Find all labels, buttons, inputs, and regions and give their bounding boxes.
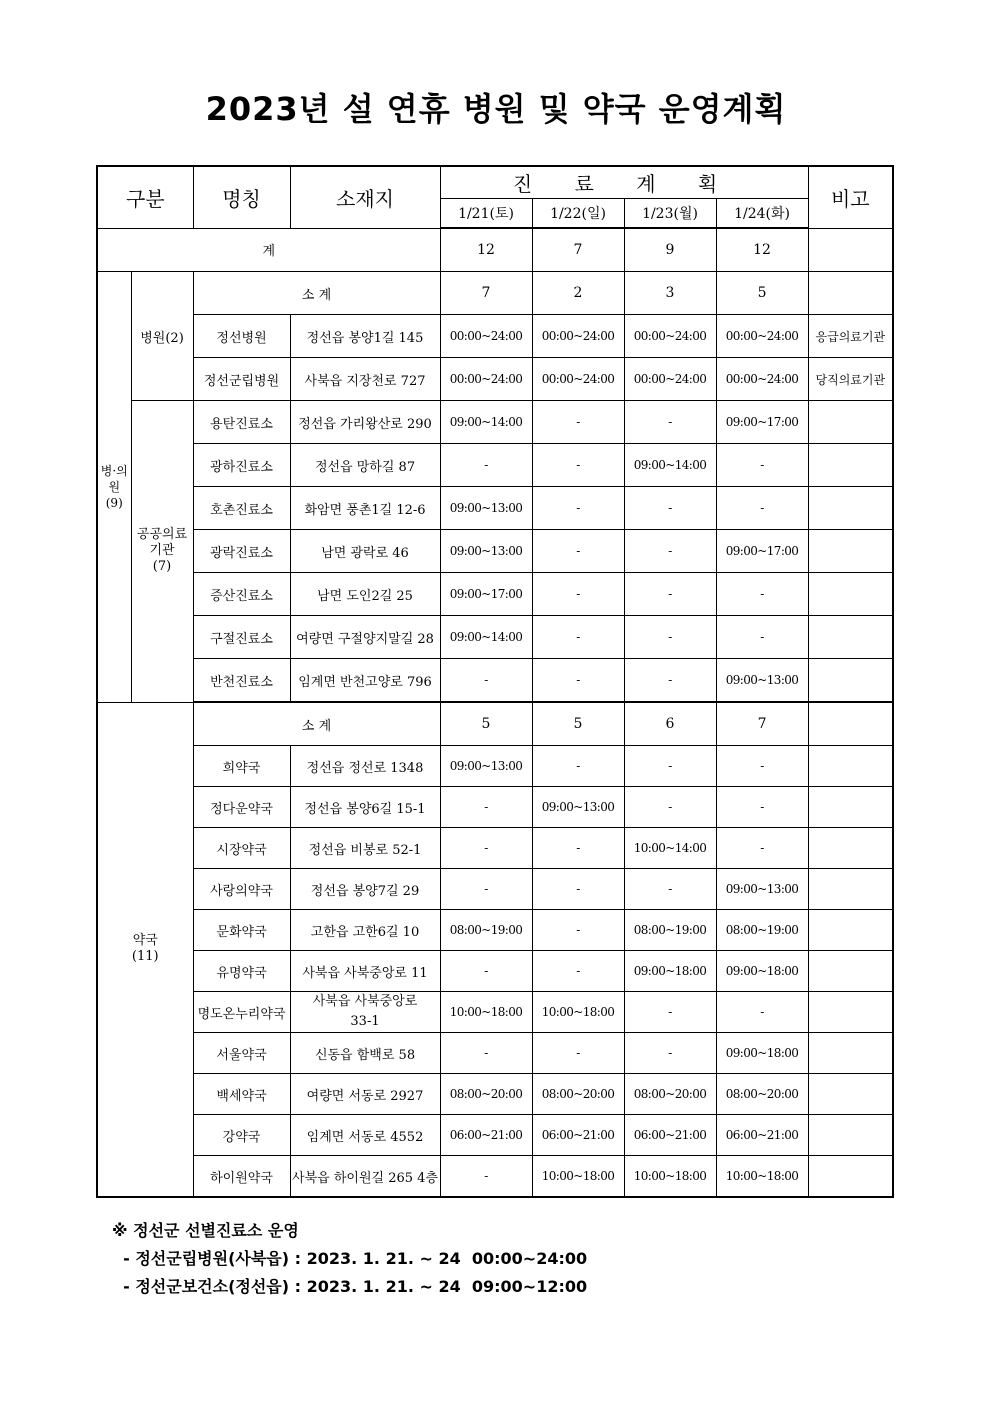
remark-cell (808, 272, 893, 315)
subtotal-value: 7 (716, 702, 808, 746)
facility-name: 증산진료소 (193, 573, 290, 616)
schedule-time: - (716, 444, 808, 487)
schedule-time: - (716, 787, 808, 828)
remark-cell (808, 1115, 893, 1156)
schedule-time: 09:00~13:00 (440, 487, 532, 530)
schedule-time: - (624, 573, 716, 616)
schedule-time: 08:00~19:00 (716, 910, 808, 951)
facility-address: 신동읍 함백로 58 (290, 1033, 440, 1074)
facility-address: 정선읍 봉양1길 145 (290, 315, 440, 358)
remark-cell (808, 530, 893, 573)
schedule-time: - (716, 746, 808, 787)
schedule-time: 09:00~13:00 (532, 787, 624, 828)
schedule-time: - (532, 869, 624, 910)
remark-cell (808, 1074, 893, 1115)
schedule-time: - (532, 746, 624, 787)
remark-cell (808, 659, 893, 703)
schedule-time: 00:00~24:00 (532, 315, 624, 358)
schedule-time: - (624, 787, 716, 828)
header-location: 소재지 (290, 166, 440, 228)
schedule-time: - (532, 828, 624, 869)
schedule-time: 00:00~24:00 (440, 358, 532, 401)
facility-address: 정선읍 봉양6길 15-1 (290, 787, 440, 828)
schedule-time: - (624, 1033, 716, 1074)
total-value: 12 (440, 228, 532, 272)
schedule-time: - (440, 444, 532, 487)
facility-name: 백세약국 (193, 1074, 290, 1115)
remark-cell (808, 487, 893, 530)
remark-cell (808, 616, 893, 659)
facility-name: 문화약국 (193, 910, 290, 951)
schedule-time: 06:00~21:00 (532, 1115, 624, 1156)
facility-address: 임계면 서동로 4552 (290, 1115, 440, 1156)
schedule-time: 09:00~18:00 (716, 951, 808, 992)
schedule-time: - (532, 910, 624, 951)
subtotal-value: 5 (532, 702, 624, 746)
facility-name: 유명약국 (193, 951, 290, 992)
subtotal-value: 2 (532, 272, 624, 315)
facility-remark: 당직의료기관 (808, 358, 893, 401)
facility-address: 정선읍 정선로 1348 (290, 746, 440, 787)
schedule-time: 09:00~13:00 (716, 659, 808, 703)
schedule-time: - (532, 573, 624, 616)
facility-name: 반천진료소 (193, 659, 290, 703)
schedule-time: 09:00~17:00 (716, 401, 808, 444)
subtotal-value: 3 (624, 272, 716, 315)
header-name: 명칭 (193, 166, 290, 228)
schedule-time: 09:00~13:00 (440, 530, 532, 573)
schedule-time: 06:00~21:00 (440, 1115, 532, 1156)
schedule-time: 09:00~14:00 (624, 444, 716, 487)
header-date: 1/23(월) (624, 199, 716, 229)
subtotal-value: 7 (440, 272, 532, 315)
note-line: - 정선군보건소(정선읍) : 2023. 1. 21. ~ 24 09:00~12:00 (112, 1277, 588, 1296)
header-remarks: 비고 (808, 166, 893, 228)
schedule-time: - (532, 487, 624, 530)
schedule-time: - (624, 530, 716, 573)
schedule-time: 00:00~24:00 (716, 315, 808, 358)
schedule-time: 06:00~21:00 (716, 1115, 808, 1156)
facility-name: 용탄진료소 (193, 401, 290, 444)
schedule-time: - (716, 616, 808, 659)
remark-cell (808, 228, 893, 272)
schedule-time: - (624, 992, 716, 1033)
schedule-time: 08:00~19:00 (440, 910, 532, 951)
schedule-time: 10:00~14:00 (624, 828, 716, 869)
remark-cell (808, 573, 893, 616)
subtotal-label: 소 계 (193, 272, 440, 315)
header-date: 1/22(일) (532, 199, 624, 229)
remark-cell (808, 787, 893, 828)
schedule-time: 08:00~20:00 (440, 1074, 532, 1115)
note-heading: ※ 정선군 선별진료소 운영 (112, 1221, 299, 1240)
schedule-time: 09:00~13:00 (440, 746, 532, 787)
remark-cell (808, 401, 893, 444)
schedule-time: - (716, 992, 808, 1033)
remark-cell (808, 702, 893, 746)
schedule-time: - (716, 487, 808, 530)
remark-cell (808, 992, 893, 1033)
schedule-time: - (440, 787, 532, 828)
facility-address: 정선읍 가리왕산로 290 (290, 401, 440, 444)
facility-name: 정선군립병원 (193, 358, 290, 401)
facility-name: 구절진료소 (193, 616, 290, 659)
facility-address: 남면 도인2길 25 (290, 573, 440, 616)
facility-name: 서울약국 (193, 1033, 290, 1074)
schedule-time: 09:00~14:00 (440, 401, 532, 444)
schedule-time: - (532, 444, 624, 487)
facility-name: 명도온누리약국 (193, 992, 290, 1033)
facility-name: 호촌진료소 (193, 487, 290, 530)
schedule-time: - (532, 530, 624, 573)
schedule-time: 09:00~14:00 (440, 616, 532, 659)
remark-cell (808, 1156, 893, 1198)
facility-name: 광락진료소 (193, 530, 290, 573)
facility-address: 남면 광락로 46 (290, 530, 440, 573)
schedule-time: - (440, 1033, 532, 1074)
schedule-time: - (532, 951, 624, 992)
schedule-time: - (624, 616, 716, 659)
facility-address: 화암면 풍촌1길 12-6 (290, 487, 440, 530)
total-value: 7 (532, 228, 624, 272)
remark-cell (808, 951, 893, 992)
schedule-time: - (624, 487, 716, 530)
schedule-time: - (532, 401, 624, 444)
facility-address: 고한읍 고한6길 10 (290, 910, 440, 951)
operation-plan-table (96, 165, 894, 1198)
schedule-time: - (440, 659, 532, 703)
facility-address: 사북읍 하이원길 265 4층 (290, 1156, 440, 1198)
remark-cell (808, 1033, 893, 1074)
schedule-time: 06:00~21:00 (624, 1115, 716, 1156)
notes (112, 1217, 587, 1301)
header-category: 구분 (97, 166, 193, 228)
remark-cell (808, 444, 893, 487)
schedule-time: 10:00~18:00 (532, 992, 624, 1033)
schedule-time: - (716, 573, 808, 616)
schedule-time: 09:00~17:00 (440, 573, 532, 616)
schedule-time: - (624, 746, 716, 787)
header-date: 1/24(화) (716, 199, 808, 229)
group-hospital: 병원(2) (131, 272, 193, 401)
facility-name: 시장약국 (193, 828, 290, 869)
subtotal-value: 6 (624, 702, 716, 746)
schedule-time: 08:00~19:00 (624, 910, 716, 951)
remark-cell (808, 910, 893, 951)
schedule-time: 08:00~20:00 (716, 1074, 808, 1115)
schedule-time: 10:00~18:00 (716, 1156, 808, 1198)
schedule-time: 09:00~18:00 (716, 1033, 808, 1074)
schedule-time: - (440, 828, 532, 869)
subtotal-label: 소 계 (193, 702, 440, 746)
schedule-time: 10:00~18:00 (624, 1156, 716, 1198)
total-value: 9 (624, 228, 716, 272)
facility-name: 사랑의약국 (193, 869, 290, 910)
schedule-time: - (624, 659, 716, 703)
schedule-time: 00:00~24:00 (716, 358, 808, 401)
group-hospital-clinic: 병·의원 (9) (97, 272, 131, 703)
facility-address: 임계면 반천고양로 796 (290, 659, 440, 703)
facility-address: 여량면 서동로 2927 (290, 1074, 440, 1115)
remark-cell (808, 869, 893, 910)
facility-address: 정선읍 망하길 87 (290, 444, 440, 487)
schedule-time: 10:00~18:00 (440, 992, 532, 1033)
facility-name: 광하진료소 (193, 444, 290, 487)
facility-name: 하이원약국 (193, 1156, 290, 1198)
schedule-time: - (532, 616, 624, 659)
facility-address: 사북읍 사북중앙로 11 (290, 951, 440, 992)
facility-name: 강약국 (193, 1115, 290, 1156)
facility-address: 사북읍 지장천로 727 (290, 358, 440, 401)
schedule-time: - (440, 1156, 532, 1198)
facility-name: 희약국 (193, 746, 290, 787)
subtotal-value: 5 (716, 272, 808, 315)
schedule-time: 00:00~24:00 (440, 315, 532, 358)
facility-address: 여량면 구절양지말길 28 (290, 616, 440, 659)
schedule-time: - (624, 869, 716, 910)
total-value: 12 (716, 228, 808, 272)
facility-address: 사북읍 사북중앙로 33-1 (290, 992, 440, 1033)
schedule-time: 00:00~24:00 (624, 358, 716, 401)
facility-remark: 응급의료기관 (808, 315, 893, 358)
schedule-time: - (440, 869, 532, 910)
schedule-time: 10:00~18:00 (532, 1156, 624, 1198)
group-pharmacy: 약국 (11) (97, 702, 193, 1197)
schedule-time: 08:00~20:00 (532, 1074, 624, 1115)
schedule-time: 09:00~13:00 (716, 869, 808, 910)
group-public-clinic: 공공의료 기관 (7) (131, 401, 193, 703)
schedule-time: 08:00~20:00 (624, 1074, 716, 1115)
schedule-time: - (440, 951, 532, 992)
schedule-time: 00:00~24:00 (532, 358, 624, 401)
schedule-time: - (532, 1033, 624, 1074)
remark-cell (808, 828, 893, 869)
header-plan: 진 료 계 획 (440, 166, 808, 199)
subtotal-value: 5 (440, 702, 532, 746)
schedule-time: - (624, 401, 716, 444)
page-title: 2023년 설 연휴 병원 및 약국 운영계획 (205, 90, 787, 128)
schedule-time: - (532, 659, 624, 703)
schedule-time: - (716, 828, 808, 869)
facility-address: 정선읍 비봉로 52-1 (290, 828, 440, 869)
total-label: 계 (97, 228, 440, 272)
note-line: - 정선군립병원(사북읍) : 2023. 1. 21. ~ 24 00:00~24:00 (112, 1249, 588, 1268)
schedule-time: 09:00~18:00 (624, 951, 716, 992)
facility-name: 정선병원 (193, 315, 290, 358)
remark-cell (808, 746, 893, 787)
facility-name: 정다운약국 (193, 787, 290, 828)
schedule-time: 09:00~17:00 (716, 530, 808, 573)
header-date: 1/21(토) (440, 199, 532, 229)
schedule-time: 00:00~24:00 (624, 315, 716, 358)
facility-address: 정선읍 봉양7길 29 (290, 869, 440, 910)
